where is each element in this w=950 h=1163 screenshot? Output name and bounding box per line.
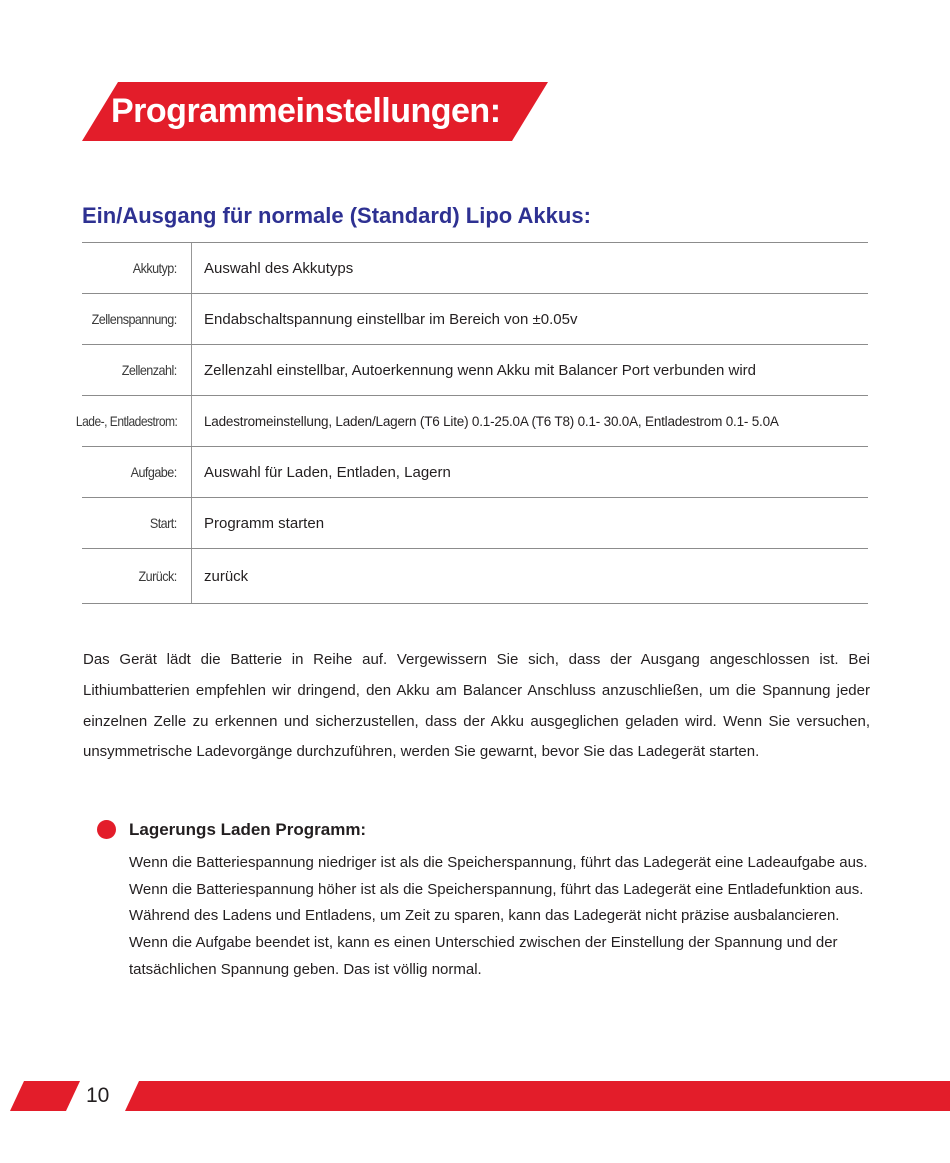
intro-paragraph: Das Gerät lädt die Batterie in Reihe auf. Vergewissern Sie sich, dass der Ausgang angeschlossen ist. Bei Lithiumbatterien empfehlen wir dringend, den Akku am Balancer Anschluss anzuschließen, um die Spannung jeder einzelnen Zelle zu erkennen und sicherzustellen, dass der Akku ausgeglichen geladen wird. Wenn Sie versuchen, unsymmetrische Ladevorgänge durchzuführen, werden Sie gewarnt, bevor Sie das Ladegerät starten. [83, 651, 870, 761]
row-value: Programm starten [204, 514, 325, 532]
row-label: Lade-, Entladestrom: [84, 396, 192, 446]
storage-paragraph: Wenn die Batteriespannung niedriger ist als die Speicherspannung, führt das Ladegerät eine Ladeaufgabe aus. Wenn die Batteriespannung höher ist als die Speicherspannung, führt das Ladegerät eine Entladefunktion aus. Während des Ladens und Entladens, um Zeit zu sparen, kann das Ladegerät nicht präzise ausbalancieren. [129, 854, 868, 925]
row-label: Start: [93, 498, 192, 548]
footer-stripe-left [10, 1081, 80, 1111]
table-row [82, 294, 868, 345]
row-value: Zellenzahl einstellbar, Autoerkennung wenn Akku mit Balancer Port verbunden wird [204, 361, 756, 379]
row-value: zurück [204, 567, 249, 585]
storage-section-title: Lagerungs Laden Programm: [129, 820, 367, 839]
table-row [82, 498, 868, 549]
row-label: Akkutyp: [93, 243, 192, 293]
row-label: Aufgabe: [93, 447, 192, 497]
table-row [82, 243, 868, 294]
row-value: Endabschaltspannung einstellbar im Bereich von ±0.05v [204, 310, 578, 328]
table-row [75, 396, 868, 447]
row-value: Ladestromeinstellung, Laden/Lagern (T6 Lite) 0.1-25.0A (T6 T8) 0.1- 30.0A, Entladestrom 0.1- 5.0A [204, 413, 779, 429]
bullet-dot-icon [97, 820, 116, 839]
row-label: Zellenspannung: [93, 294, 192, 344]
spec-table [75, 242, 868, 604]
table-row [82, 549, 868, 604]
storage-section-body [129, 850, 869, 984]
footer-stripe-right [125, 1081, 950, 1111]
row-value: Auswahl des Akkutyps [204, 259, 354, 277]
table-row [82, 345, 868, 396]
row-value: Auswahl für Laden, Entladen, Lagern [204, 463, 451, 481]
page-number: 10 [86, 1084, 110, 1107]
section-title: Ein/Ausgang für normale (Standard) Lipo Akkus: [82, 203, 591, 228]
table-row [82, 447, 868, 498]
row-label: Zurück: [93, 549, 192, 603]
row-label: Zellenzahl: [93, 345, 192, 395]
storage-paragraph: Wenn die Aufgabe beendet ist, kann es einen Unterschied zwischen der Einstellung der Spannung und der tatsächlichen Spannung geben. Das ist völlig normal. [129, 934, 838, 978]
page-title: Programmeinstellungen: [111, 92, 501, 130]
